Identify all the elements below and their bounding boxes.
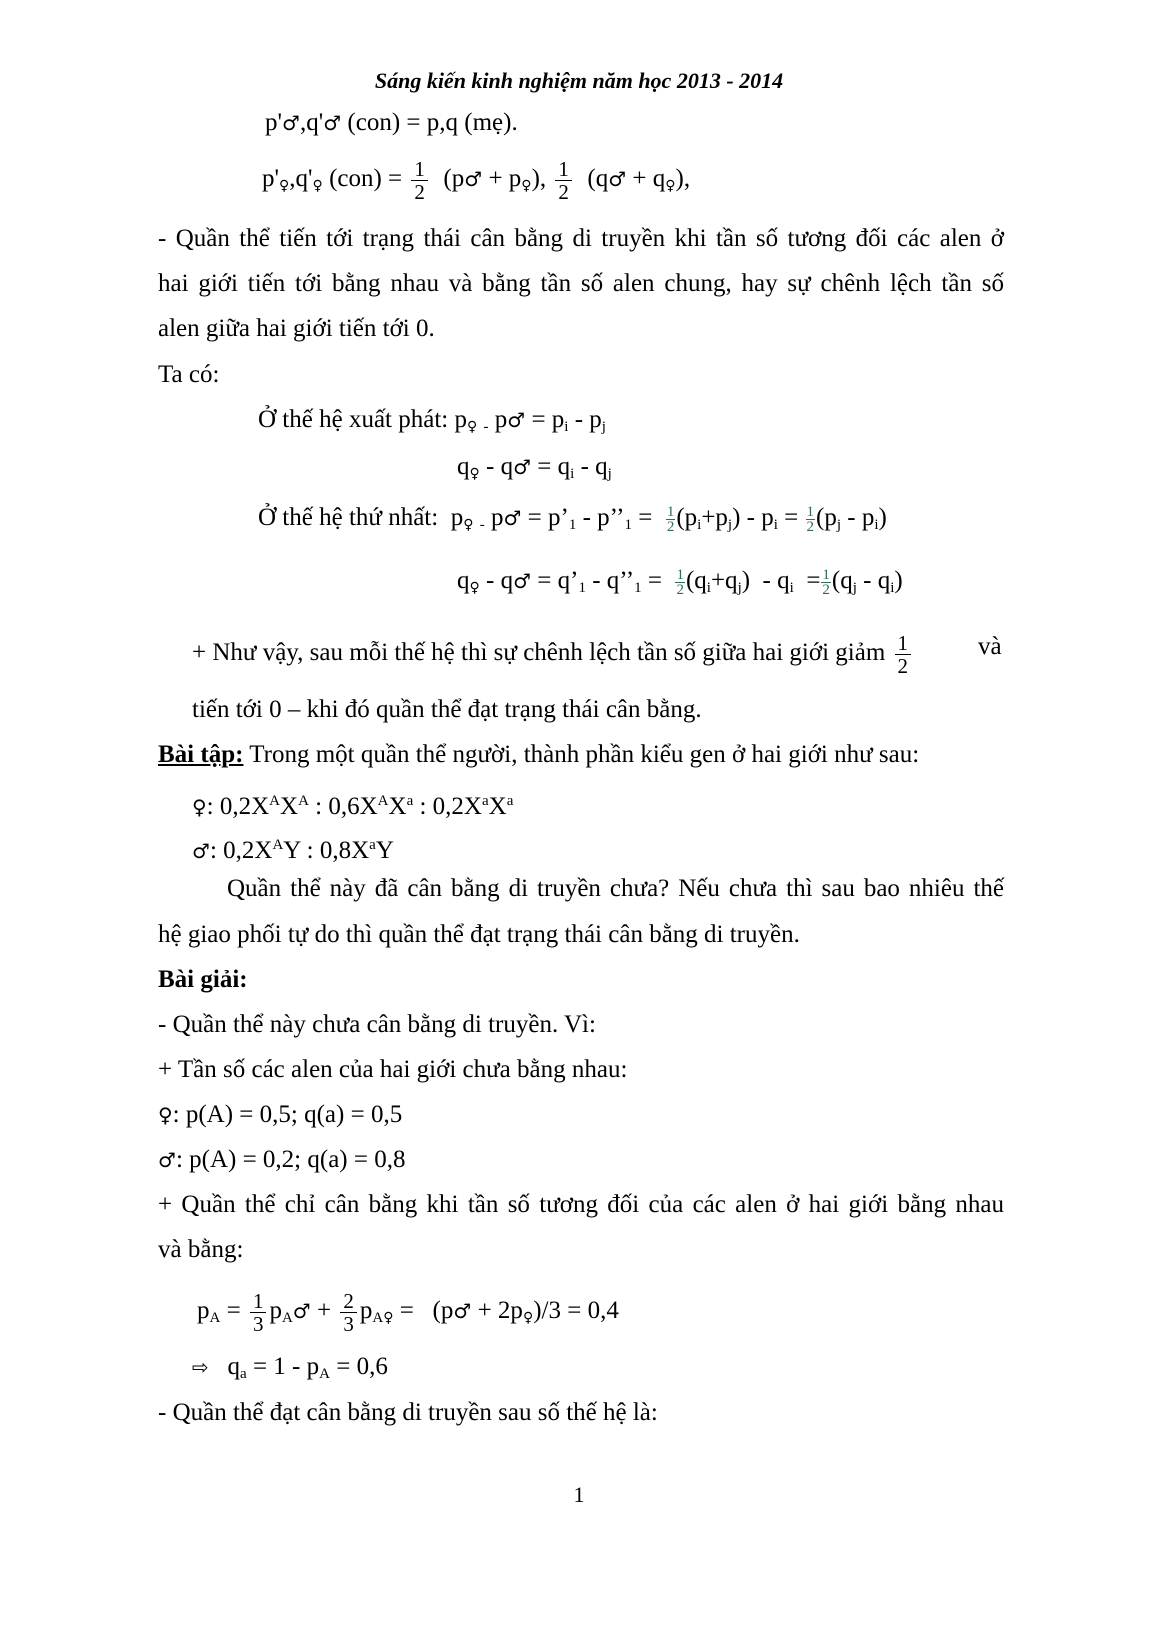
gen1-q-formula: q♀ - q♂ = $q’_1$ - $q’’_1$ = $\frac{1}{2}$ $(q_i+q_j) - q_i$ = $\frac{1}{2}$ $(q_j - q_i)$	[457, 566, 903, 598]
qa-formula: ⇨ $q_a = 1 - p_A = 0,6$	[192, 1353, 388, 1382]
formula-female-freq: p'♀,q'♀ (con) = $\frac{1}{2}$ (p♂ + p♀), $\frac{1}{2}$ (q♂ + q♀),	[262, 157, 691, 204]
solution-male-freq: ♂: p(A) = 0,2; q(a) = 0,8	[158, 1146, 406, 1173]
solution-label: Bài giải:	[158, 966, 248, 993]
summary-line1: + Như vậy, sau mỗi thế hệ thì sự chênh lệch tần số giữa hai giới giảm $\frac{1}{2}$	[192, 632, 914, 677]
arrow-icon: ⇨	[192, 1355, 209, 1379]
para1-line1: - Quần thể tiến tới trạng thái cân bằng di truyền khi tần số tương đối các alen ở	[158, 225, 1004, 252]
pa-formula: $p_A$ = $\frac{1}{3}$ $p_A♂$ + $\frac{2}{3}$ $p_A♀$ = (p♂ + 2p♀)/3 = 0,4	[197, 1289, 619, 1336]
para1-line3: alen giữa hai giới tiến tới 0.	[158, 315, 435, 342]
exercise-question-line2: hệ giao phối tự do thì quần thể đạt trạng thái cân bằng di truyền.	[158, 921, 800, 948]
fraction-two-thirds: $\frac{2}{3}$	[340, 1290, 357, 1335]
solution-female-freq: ♀: p(A) = 0,5; q(a) = 0,5	[158, 1101, 403, 1128]
solution-last: - Quần thể đạt cân bằng di truyền sau số thế hệ là:	[158, 1399, 658, 1426]
exercise-male-genotypes: ♂: $0,2X^AY$ : $0,8X^aY$	[192, 837, 394, 864]
solution-line5a: + Quần thể chỉ cân bằng khi tần số tương đối của các alen ở hai giới bằng nhau	[158, 1191, 1004, 1218]
formula-male-freq: p'♂,q'♂ (con) = p,q (mẹ).	[265, 109, 518, 136]
solution-line1: - Quần thể này chưa cân bằng di truyền. Vì:	[158, 1011, 596, 1038]
solution-line2: + Tần số các alen của hai giới chưa bằng nhau:	[158, 1056, 628, 1083]
para1-line2: hai giới tiến tới bằng nhau và bằng tần số alen chung, hay sự chênh lệch tần số	[158, 270, 1004, 297]
page-header: Sáng kiến kinh nghiệm năm học 2013 - 2014	[374, 68, 784, 93]
summary-line2: tiến tới 0 – khi đó quần thể đạt trạng thái cân bằng.	[192, 696, 702, 723]
gen1-p-formula: Ở thế hệ thứ nhất: p♀ $_-$ p♂ = $p’_1$ - $p’’_1$ = $\frac{1}{2}$ $(p_i+p_j) - p_i$ = $\frac{1}{2}$ $(p_j - p_i)$	[258, 503, 887, 535]
fraction-half: $\frac{1}{2}$	[411, 158, 428, 203]
gen0-q-formula: q♀ - q♂ = $q_i - q_j$	[457, 453, 612, 482]
gen0-p-formula: Ở thế hệ xuất phát: p♀ $_-$ p♂ = $p_i - p_j$	[258, 406, 606, 435]
solution-line5b: và bằng:	[158, 1236, 244, 1263]
exercise-question-line1: Quần thể này đã cân bằng di truyền chưa? Nếu chưa thì sau bao nhiêu thế	[227, 875, 1004, 902]
page-number: 1	[573, 1482, 585, 1507]
fraction-one-third: $\frac{1}{3}$	[250, 1290, 267, 1335]
ta-co: Ta có:	[158, 361, 220, 388]
fraction-half: $\frac{1}{2}$	[555, 158, 572, 203]
fraction-half: $\frac{1}{2}$	[895, 632, 912, 677]
summary-va: và	[978, 633, 1002, 660]
exercise-intro: Bài tập: Trong một quần thể người, thành phần kiểu gen ở hai giới như sau:	[158, 741, 920, 768]
exercise-female-genotypes: ♀: $0,2X^AX^A$ : $0,6X^AX^a$ : $0,2X^aX^a$	[192, 793, 514, 820]
